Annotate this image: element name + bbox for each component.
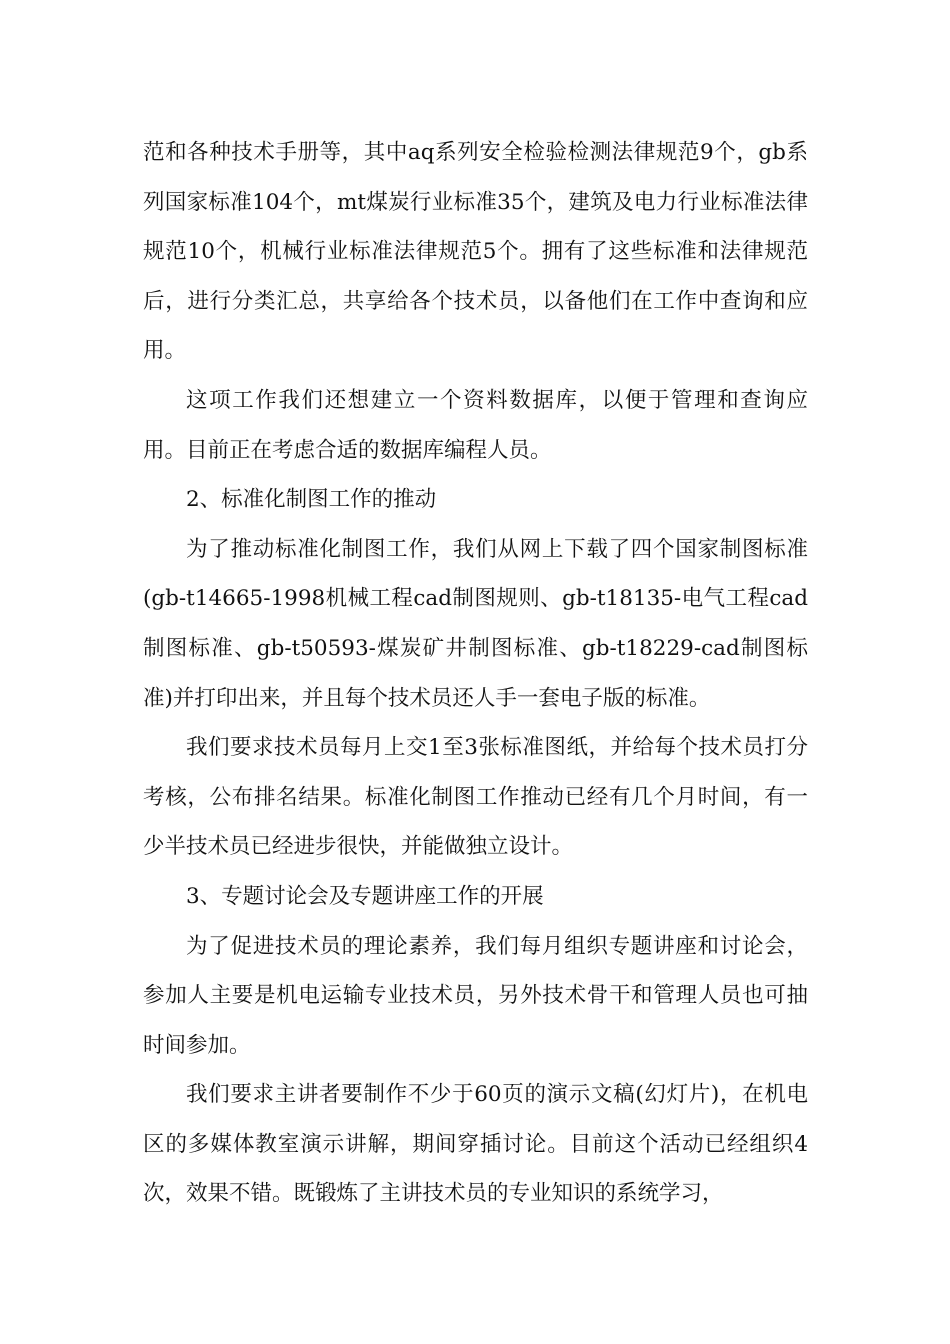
paragraph-drawing-standards: 为了推动标准化制图工作，我们从网上下载了四个国家制图标准(gb-t14665-1998机械工程cad制图规则、gb-t18135-电气工程cad制图标准、gb-t50593-煤炭矿井制图标准、gb-t18229-cad制图标准)并打印出来，并且每个技术员还人手一套电子版的标准。 — [143, 536, 808, 711]
section-heading-3: 3、专题讨论会及专题讲座工作的开展 — [186, 883, 544, 909]
section-heading-2: 2、标准化制图工作的推动 — [186, 487, 437, 513]
paragraph-presentations: 我们要求主讲者要制作不少于60页的演示文稿(幻灯片)，在机电区的多媒体教室演示讲解，期间穿插讨论。目前这个活动已经组织4次，效果不错。既锻炼了主讲技术员的专业知识的系统学习， — [143, 1082, 808, 1207]
paragraph-drawing-assessment: 我们要求技术员每月上交1至3张标准图纸，并给每个技术员打分考核，公布排名结果。标准化制图工作推动已经有几个月时间，有一少半技术员已经进步很快，并能做独立设计。 — [143, 735, 808, 860]
paragraph-seminars: 为了促进技术员的理论素养，我们每月组织专题讲座和讨论会，参加人主要是机电运输专业技术员，另外技术骨干和管理人员也可抽时间参加。 — [143, 933, 808, 1058]
document-body — [143, 128, 808, 1219]
paragraph-continuation: 范和各种技术手册等，其中aq系列安全检验检测法律规范9个，gb系列国家标准104个，mt煤炭行业标准35个，建筑及电力行业标准法律规范10个，机械行业标准法律规范5个。拥有了这些标准和法律规范后，进行分类汇总，共享给各个技术员，以备他们在工作中查询和应用。 — [143, 140, 808, 364]
paragraph-database-plan: 这项工作我们还想建立一个资料数据库，以便于管理和查询应用。目前正在考虑合适的数据库编程人员。 — [143, 387, 808, 463]
